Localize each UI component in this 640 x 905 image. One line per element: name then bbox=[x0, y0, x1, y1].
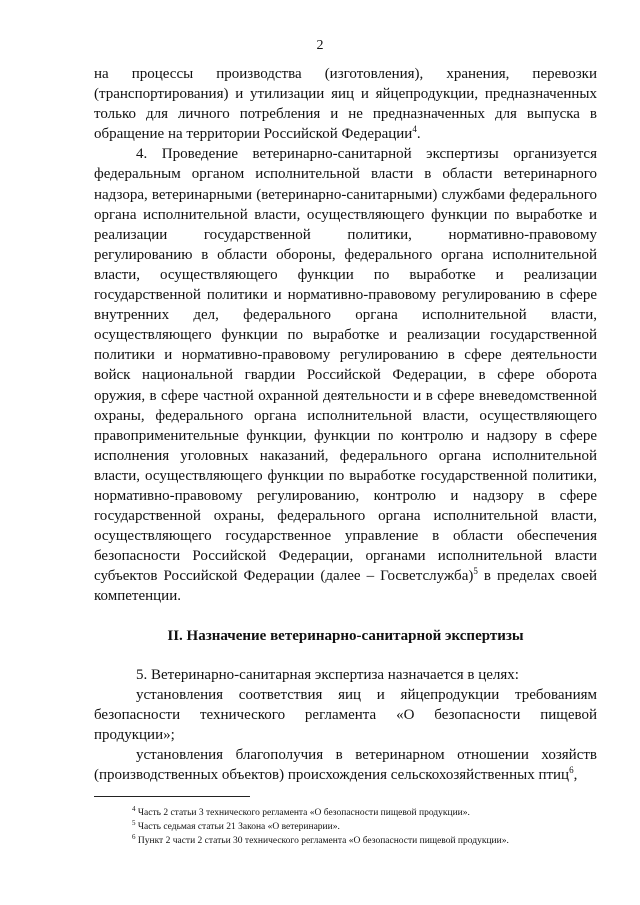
section-heading: II. Назначение ветеринарно-санитарной экспертизы bbox=[167, 627, 524, 644]
footnote bbox=[132, 820, 602, 834]
footnote-text: Часть седьмая статьи 21 Закона «О ветеринарии». bbox=[135, 822, 340, 832]
paragraph-continuation bbox=[94, 64, 597, 144]
footnote-number: 4 bbox=[132, 805, 136, 813]
paragraph-text: . bbox=[416, 126, 421, 143]
paragraph-purpose-1: установления соответствия яиц и яйцепродукции требованиям безопасности технического регламента «О безопасности пищевой продукции»; bbox=[94, 686, 597, 743]
footnote bbox=[132, 834, 602, 848]
footnote bbox=[132, 806, 602, 820]
footnote-text: Пункт 2 части 2 статьи 30 технического регламента «О безопасности пищевой продукции». bbox=[135, 836, 509, 846]
footnote-text: Часть 2 статьи 3 технического регламента «О безопасности пищевой продукции». bbox=[135, 808, 470, 818]
footnote-ref: 4 bbox=[412, 124, 417, 135]
footnote-separator bbox=[94, 796, 250, 797]
footnote-number: 5 bbox=[132, 819, 136, 827]
footnote-ref: 5 bbox=[473, 566, 478, 577]
footnote-number: 6 bbox=[132, 833, 136, 841]
paragraph-purpose-2 bbox=[94, 745, 597, 785]
paragraph-text: , bbox=[573, 767, 578, 784]
footnote-ref: 6 bbox=[569, 765, 574, 776]
paragraph-text: установления благополучия в ветеринарном отношении хозяйств (производственных объектов) происхождения сельскохозяйственных птиц bbox=[94, 747, 597, 784]
body-text bbox=[94, 64, 597, 785]
paragraph-text: на процессы производства (изготовления), хранения, перевозки (транспортирования) и утилизации яиц и яйцепродукции, предназначенных только для личного потребления и не предназначенных для выпуска в обращение на территории Российской Федерации bbox=[94, 66, 597, 143]
paragraph-item-5: 5. Ветеринарно-санитарная экспертиза назначается в целях: bbox=[136, 666, 519, 683]
paragraph-item-4 bbox=[94, 144, 597, 606]
page-number: 2 bbox=[316, 38, 324, 53]
footnotes bbox=[132, 806, 602, 848]
paragraph-text: 4. Проведение ветеринарно-санитарной экспертизы организуется федеральным органом исполнительной власти в области ветеринарного надзора, ветеринарными (ветеринарно-санитарными) службами федерального органа исполнительной власти, осуществляющего функции по выработке и реализации государственной политики, нормативно-правовому регулированию в области обороны, федерального органа исполнительной власти, осуществляющего функции по выработке и реализации государственной политики и нормативно-правовому регулированию в сфере внутренних дел, федерального органа исполнительной власти, осуществляющего функции по выработке и реализации государственной политики и нормативно-правовому регулированию в сфере деятельности войск национальной гвардии Российской Федерации, в сфере оборота оружия, в сфере частной охранной деятельности и в сфере вневедомственной охраны, федерального органа исполнительной власти, осуществляющего правоприменительные функции, функции по контролю и надзору в сфере исполнения уголовных наказаний, федерального органа исполнительной власти, осуществляющего функции по выработке государственной политики, нормативно-правовому регулированию, контролю и надзору в сфере государственной охраны, федерального органа исполнительной власти, осуществляющего государственное управление в области обеспечения безопасности Российской Федерации, органами исполнительной власти субъектов Российской Федерации (далее – Госветслужба) bbox=[94, 146, 597, 585]
paragraph-text: в пределах своей компетенции. bbox=[94, 568, 597, 605]
